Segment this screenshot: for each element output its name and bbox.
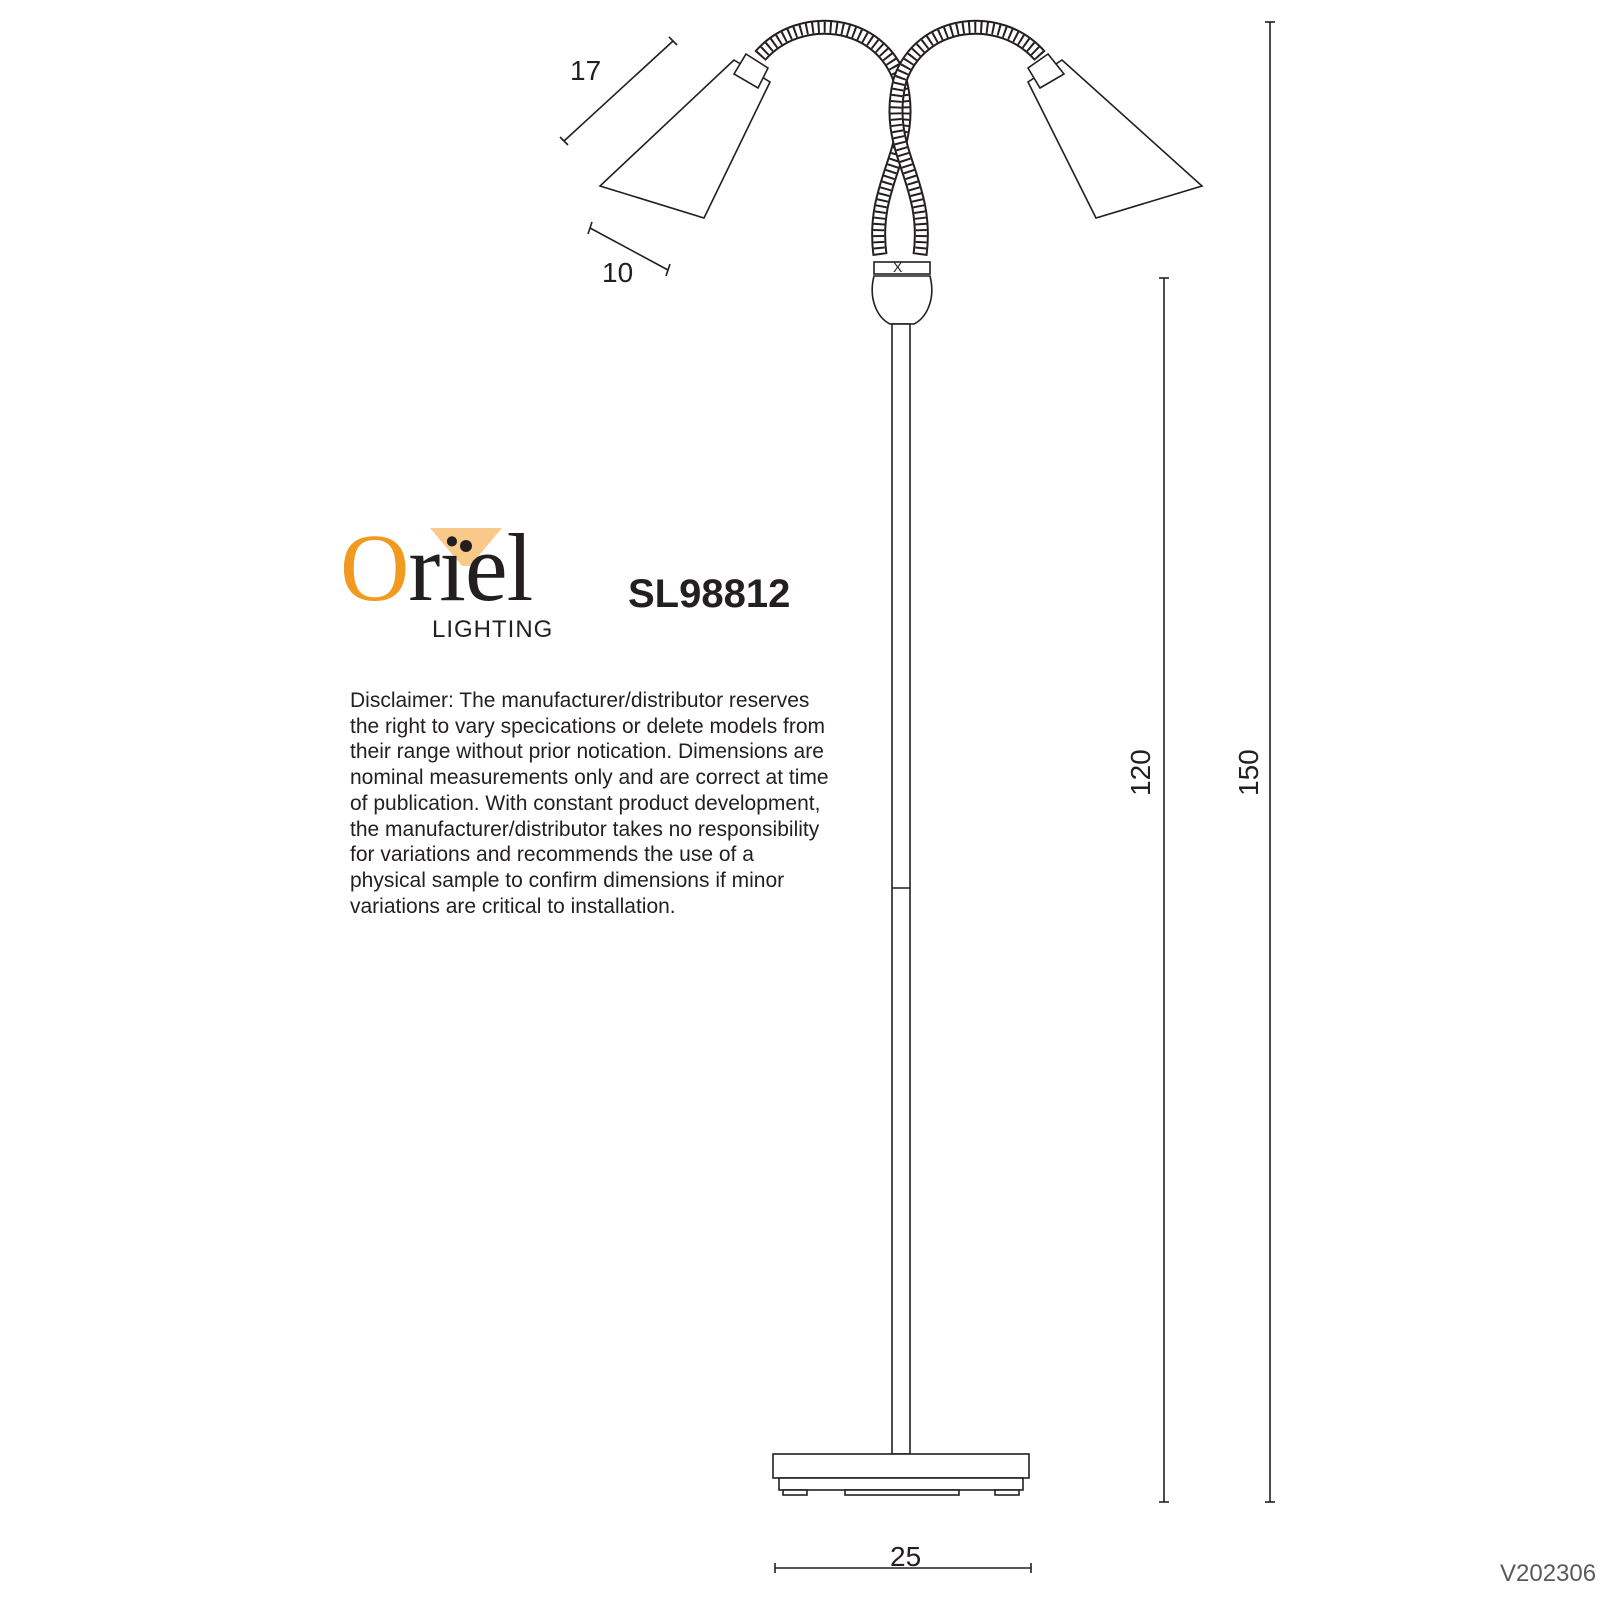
dimension-label-base-width: 25 <box>890 1541 922 1572</box>
model-code: SL98812 <box>628 572 791 616</box>
oriel-lighting-logo <box>340 514 570 650</box>
lamp-base <box>773 1454 1029 1495</box>
version-code: V202306 <box>1500 1560 1597 1587</box>
dimension-label-shade-width: 10 <box>602 257 634 288</box>
dimension-label-total-height: 150 <box>1233 749 1264 796</box>
brand-wordmark <box>340 514 533 621</box>
brand-wordmark-rest: riel <box>408 514 533 621</box>
dimension-shade-length <box>560 37 677 145</box>
dimension-label-stem-height: 120 <box>1125 749 1156 796</box>
dimension-label-shade-length: 17 <box>570 55 602 86</box>
gooseneck-arms <box>760 27 1040 255</box>
brand-subtitle: LIGHTING <box>432 616 554 643</box>
dimension-stem-height <box>1125 278 1169 1502</box>
lamp-shade-right <box>1028 54 1202 218</box>
brand-wordmark-o: O <box>340 514 409 621</box>
dimension-total-height <box>1233 22 1275 1502</box>
head-connector <box>872 259 932 324</box>
lamp-stem <box>892 324 910 1454</box>
dimension-shade-width <box>588 222 670 288</box>
dimension-base-width <box>775 1541 1031 1573</box>
svg-text:X: X <box>893 259 903 275</box>
disclaimer-text: Disclaimer: The manufacturer/distributor reserves the right to vary specications or delete models from their range without prior notication. Dimensions are nominal measurements only and are correct at time of publication. With constant product development, the manufacturer/distributor takes no responsibility for variations and recommends the use of a physical sample to confirm dimensions if minor variations are critical to installation. <box>350 689 829 918</box>
lamp-shade-left <box>600 54 770 218</box>
